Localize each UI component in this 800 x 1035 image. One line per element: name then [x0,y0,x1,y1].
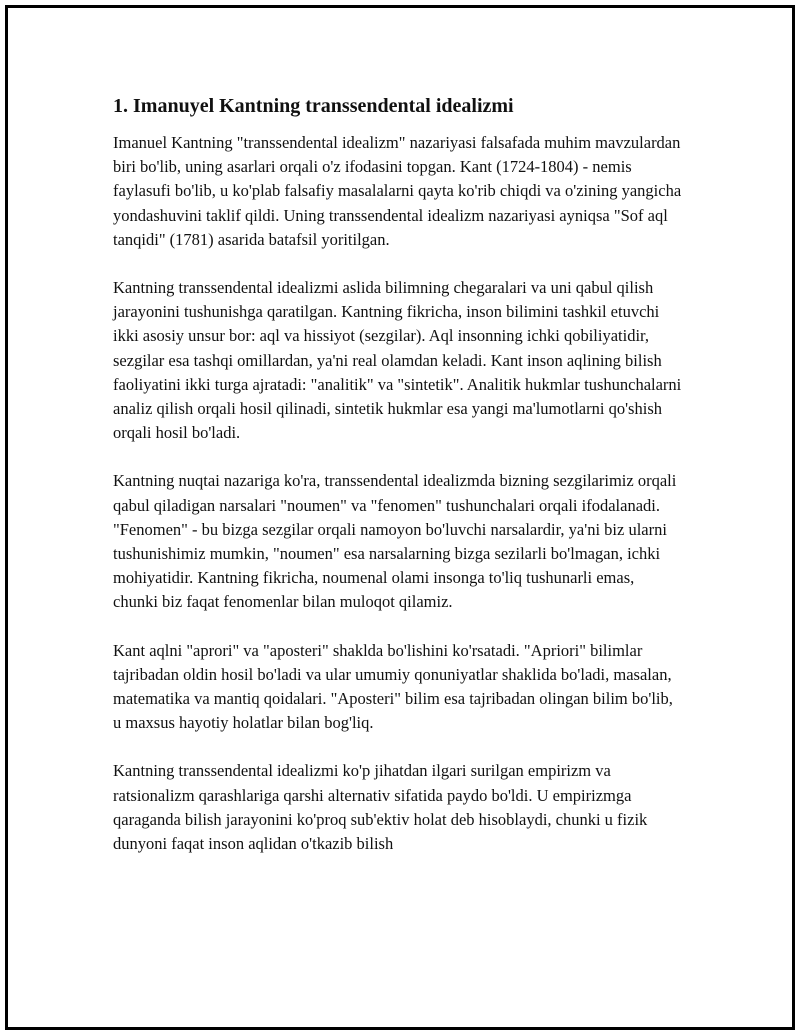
paragraph: Kantning transsendental idealizmi aslida bilimning chegaralari va uni qabul qilish jarayonini tushunishga qaratilgan. Kantning fikricha, inson bilimini tashkil etuvchi ikki asosiy unsur bor: aql va hissiyot (sezgilar). Aql insonning ichki qobiliyatidir, sezgilar esa tashqi omillardan, ya'ni real olamdan keladi. Kant inson aqlining bilish faoliyatini ikki turga ajratadi: "analitik" va "sintetik". Analitik hukmlar tushunchalarni analiz qilish orqali hosil qilinadi, sintetik hukmlar esa yangi ma'lumotlarni qo'shish orqali hosil bo'ladi. [113,278,682,443]
paragraph: Imanuel Kantning "transsendental idealizm" nazariyasi falsafada muhim mavzulardan biri bo'lib, uning asarlari orqali o'z ifodasini topgan. Kant (1724-1804) - nemis faylasufi bo'lib, u ko'plab falsafiy masalalarni qayta ko'rib chiqdi va o'zining yangicha yondashuvini taklif qildi. Uning transsendental idealizm nazariyasi ayniqsa "Sof aql tanqidi" (1781) asarida batafsil yoritilgan. [113,133,682,249]
paragraph: Kantning transsendental idealizmi ko'p jihatdan ilgari surilgan empirizm va ratsionalizm qarashlariga qarshi alternativ sifatida paydo bo'ldi. U empirizmga qaraganda bilish jarayonini ko'proq sub'ektiv holat deb hisoblaydi, chunki u fizik dunyoni faqat inson aqlidan o'tkazib bilish [113,761,648,854]
document-body [113,92,683,880]
section-heading: 1. Imanuyel Kantning transsendental idealizmi [113,95,514,117]
paragraph: Kantning nuqtai nazariga ko'ra, transsendental idealizmda bizning sezgilarimiz orqali qabul qiladigan narsalari "noumen" va "fenomen" tushunchalari orqali ifodalanadi. "Fenomen" - bu bizga sezgilar orqali namoyon bo'luvchi narsalardir, ya'ni biz ularni tushunishimiz mumkin, "noumen" esa narsalarning bizga sezilarli bo'lmagan, ichki mohiyatidir. Kantning fikricha, noumenal olami insonga to'liq tushunarli emas, chunki biz faqat fenomenlar bilan muloqot qilamiz. [113,471,677,612]
paragraph: Kant aqlni "aprori" va "aposteri" shaklda bo'lishini ko'rsatadi. "Apriori" bilimlar tajribadan oldin hosil bo'ladi va ular umumiy qonuniyatlar shaklida bo'ladi, masalan, matematika va mantiq qoidalari. "Aposteri" bilim esa tajribadan olingan bilim bo'lib, u maxsus hayotiy holatlar bilan bog'liq. [113,640,673,733]
